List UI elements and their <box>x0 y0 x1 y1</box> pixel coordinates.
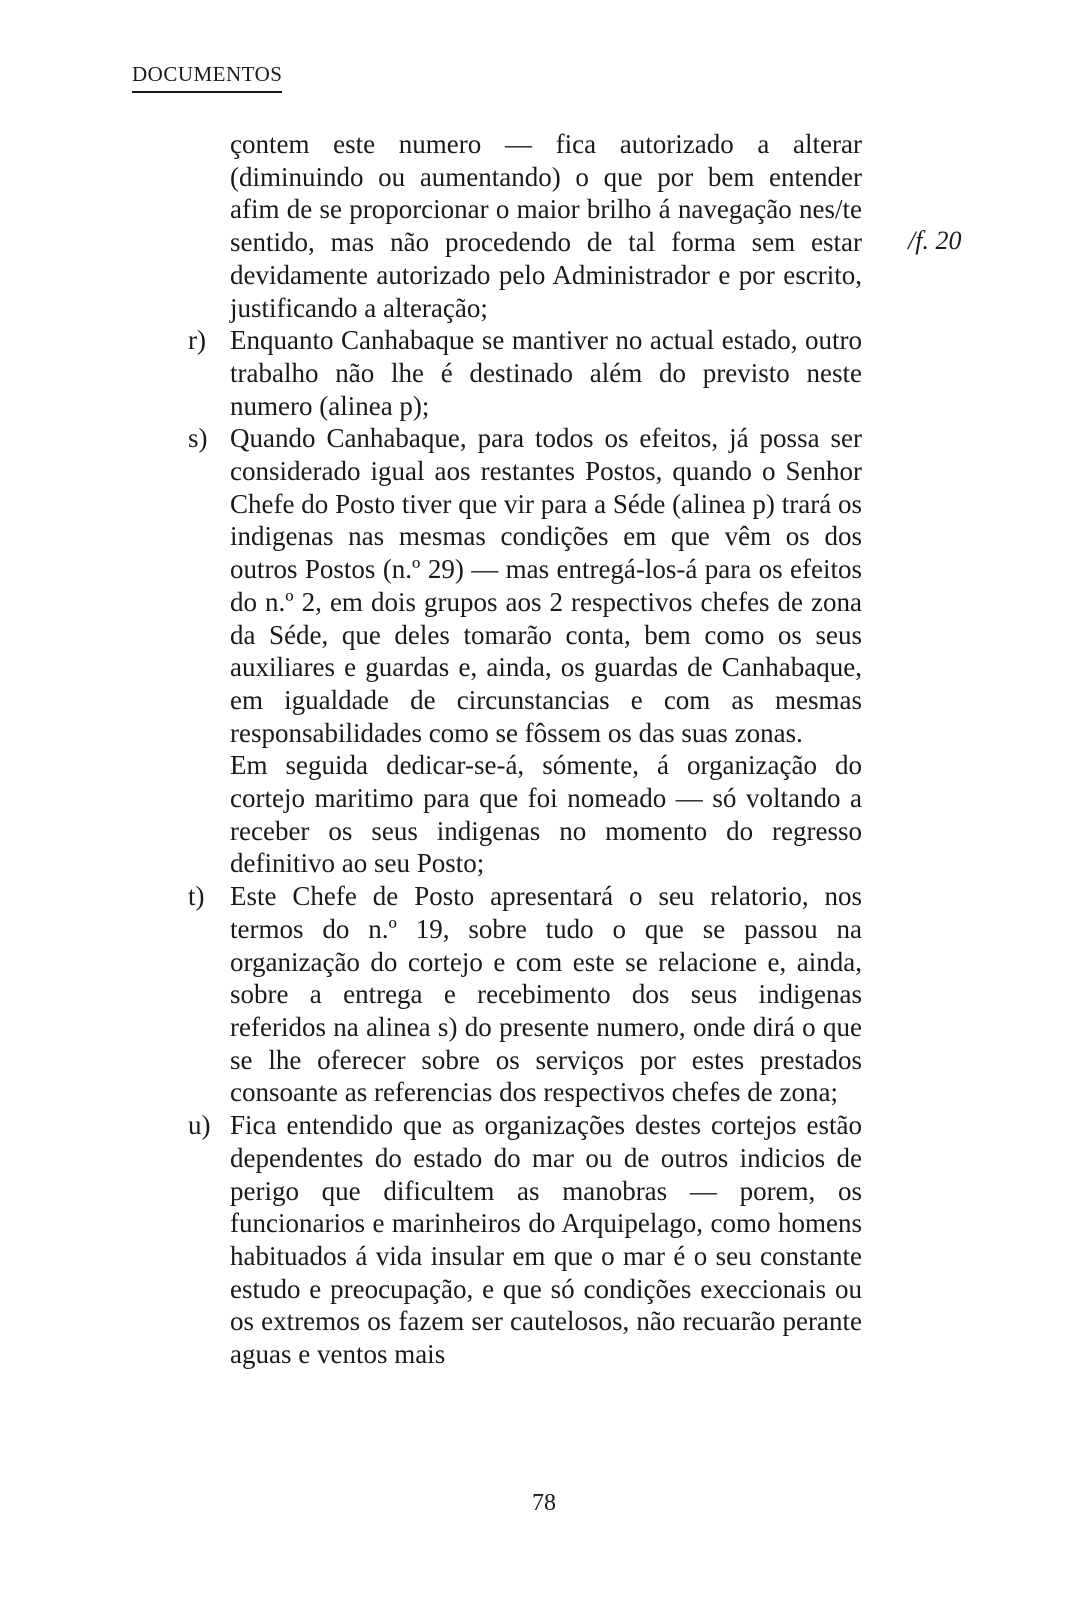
paragraph-text: çontem este numero — fica autorizado a alterar (diminuindo ou aumentando) o que por bem entender afim de se proporcionar o maior brilho á navegação nes/te sentido, mas não procedendo de tal forma sem estar devidamente autorizado pelo Administrador e por escrito, justificando a alteração; <box>230 129 862 323</box>
list-item-label: t) <box>188 881 205 912</box>
list-item-u <box>188 1109 862 1371</box>
paragraph-text: Em seguida dedicar-se-á, sómente, á organização do cortejo maritimo para que foi nomeado — só voltando a receber os seus indigenas no momento do regresso definitivo ao seu Posto; <box>230 750 862 879</box>
document-body <box>188 128 862 1371</box>
page-header: DOCUMENTOS <box>132 62 282 93</box>
list-item-label: u) <box>188 1110 211 1141</box>
list-item-r <box>188 324 862 422</box>
list-item-s <box>188 422 862 749</box>
page-number: 78 <box>532 1490 556 1516</box>
paragraph-continuation <box>230 128 862 324</box>
folio-marginal-note: /f. 20 <box>908 226 962 255</box>
paragraph-text: Este Chefe de Posto apresentará o seu relatorio, nos termos do n.º 19, sobre tudo o que se passou na organização do cortejo e com este se relacione e, ainda, sobre a entrega e recebimento dos seus indigenas referidos na alinea s) do presente numero, onde dirá o que se lhe oferecer sobre os serviços por estes prestados consoante as referencias dos respectivos chefes de zona; <box>230 881 862 1108</box>
paragraph-text: Quando Canhabaque, para todos os efeitos, já possa ser considerado igual aos restantes Postos, quando o Senhor Chefe do Posto tiver que vir para a Séde (alinea p) trará os indigenas nas mesmas condições em que vêm os dos outros Postos (n.º 29) — mas entregá-los-á para os efeitos do n.º 2, em dois grupos aos 2 respectivos chefes de zona da Séde, que deles tomarão conta, bem como os seus auxiliares e guardas e, ainda, os guardas de Canhabaque, em igualdade de circunstancias e com as mesmas responsabilidades como se fôssem os das suas zonas. <box>230 423 862 748</box>
list-item-t <box>188 880 862 1109</box>
paragraph-continuation-s <box>230 749 862 880</box>
list-item-label: s) <box>188 423 208 454</box>
paragraph-text: Fica entendido que as organizações destes cortejos estão dependentes do estado do mar ou de outros indicios de perigo que dificultem as manobras — porem, os funcionarios e marinheiros do Arquipelago, como homens habituados á vida insular em que o mar é o seu constante estudo e preocupação, e que só condições execcionais ou os extremos os fazem ser cautelosos, não recuarão perante aguas e ventos mais <box>230 1110 862 1370</box>
paragraph-text: Enquanto Canhabaque se mantiver no actual estado, outro trabalho não lhe é destinado além do previsto neste numero (alinea p); <box>230 325 862 421</box>
list-item-label: r) <box>188 325 206 356</box>
